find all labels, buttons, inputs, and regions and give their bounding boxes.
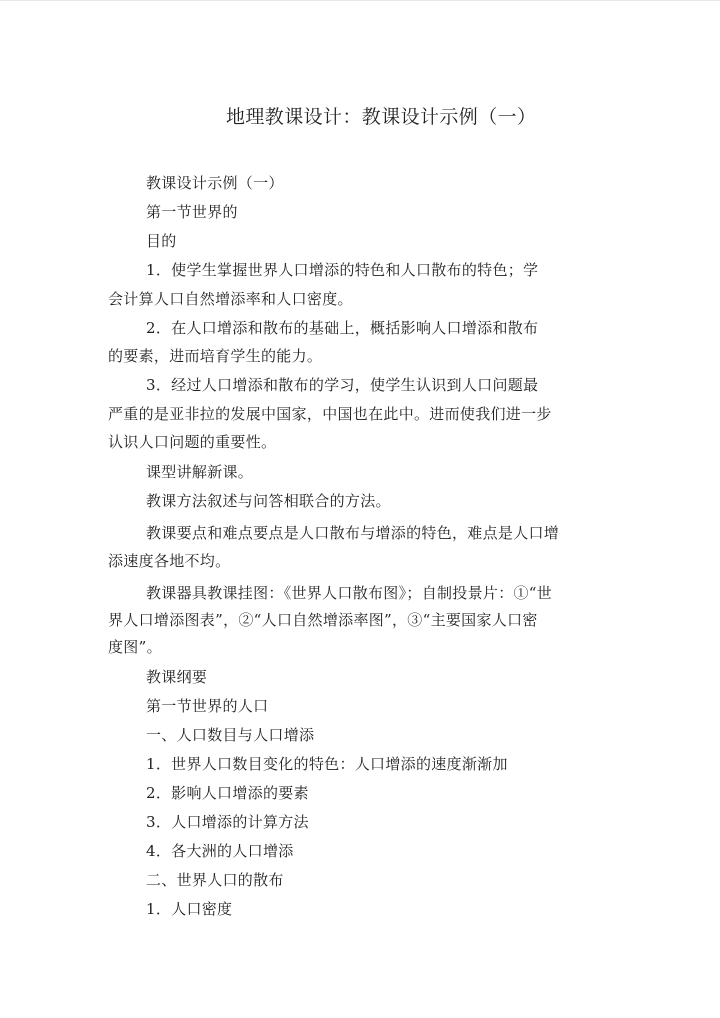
paragraph-line: 教课纲要 [146, 668, 208, 686]
paragraph-line: 课型讲解新课。 [146, 463, 254, 481]
paragraph-line: 目的 [146, 232, 177, 250]
paragraph-line: 度图”。 [108, 638, 162, 656]
document-title: 地理教课设计：教课设计示例（一） [226, 106, 537, 128]
paragraph-line: 第一节世界的 [146, 203, 238, 221]
paragraph-line: 教课器具教课挂图：《世界人口散布图》；自制投景片：①“世 [146, 584, 553, 602]
paragraph-line: 界人口增添图表”，②“人口自然增添率图”，③“主要国家人口密 [108, 611, 538, 629]
paragraph-line: 认识人口问题的重要性。 [108, 433, 277, 451]
paragraph-line: 严重的是亚非拉的发展中国家，中国也在此中。进而使我们进一步 [108, 405, 552, 423]
paragraph-line: 教课设计示例（一） [146, 174, 284, 192]
paragraph-line: 3．人口增添的计算方法 [146, 813, 309, 831]
paragraph-line: 教课方法叙述与问答相联合的方法。 [146, 492, 391, 510]
paragraph-line: 3．经过人口增添和散布的学习，使学生认识到人口问题最 [146, 376, 539, 394]
paragraph-line: 添速度各地不均。 [108, 552, 231, 570]
paragraph-line: 会计算人口自然增添率和人口密度。 [108, 290, 353, 308]
page-top-edge [0, 0, 720, 1]
paragraph-line: 1．人口密度 [146, 900, 233, 918]
paragraph-line: 2．影响人口增添的要素 [146, 784, 309, 802]
paragraph-line: 4．各大洲的人口增添 [146, 842, 294, 860]
paragraph-line: 2．在人口增添和散布的基础上，概括影响人口增添和散布 [146, 319, 539, 337]
paragraph-line: 1．世界人口数目变化的特色：人口增添的速度渐渐加 [146, 755, 508, 773]
paragraph-line: 二、世界人口的散布 [146, 871, 284, 889]
paragraph-line: 一、人口数目与人口增添 [146, 726, 315, 744]
paragraph-line: 教课要点和难点要点是人口散布与增添的特色，难点是人口增 [146, 524, 560, 542]
paragraph-line: 的要素，进而培育学生的能力。 [108, 347, 323, 365]
paragraph-line: 第一节世界的人口 [146, 697, 269, 715]
paragraph-line: 1．使学生掌握世界人口增添的特色和人口散布的特色；学 [146, 261, 539, 279]
